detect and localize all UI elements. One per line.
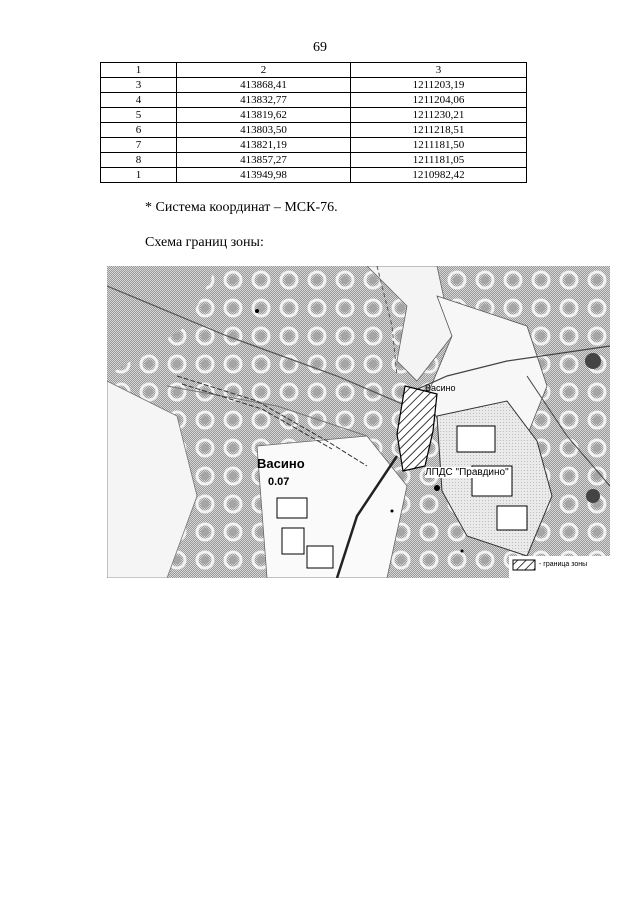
- page-number: 69: [313, 40, 327, 55]
- point-marker: [434, 485, 440, 491]
- table-cell: 1211218,51: [351, 123, 527, 138]
- map-label-vasino-large: Васино: [257, 456, 305, 471]
- table-cell: 1211204,06: [351, 93, 527, 108]
- table-cell: 1211203,19: [351, 78, 527, 93]
- table-row: [101, 78, 527, 93]
- table-cell: 1210982,42: [351, 168, 527, 183]
- map-graphic: [107, 266, 610, 578]
- table-cell: 8: [101, 153, 177, 168]
- legend-label: - граница зоны: [539, 561, 588, 568]
- table-cell: 413819,62: [177, 108, 351, 123]
- table-header-cell: 1: [101, 63, 177, 78]
- building: [457, 426, 495, 452]
- point-marker: [461, 550, 464, 553]
- table-cell: 413832,77: [177, 93, 351, 108]
- tower-mark: [585, 353, 601, 369]
- table-row: [101, 93, 527, 108]
- table-cell: 7: [101, 138, 177, 153]
- table-cell: 5: [101, 108, 177, 123]
- table-cell: 413803,50: [177, 123, 351, 138]
- scheme-caption: Схема границ зоны:: [145, 235, 264, 250]
- building: [277, 498, 307, 518]
- coordinate-system-note: * Система координат – МСК-76.: [145, 200, 338, 215]
- table-cell: 1211181,05: [351, 153, 527, 168]
- table-header-cell: 2: [177, 63, 351, 78]
- table-cell: 413868,41: [177, 78, 351, 93]
- zone-boundary-map: [107, 266, 610, 578]
- table-row: [101, 168, 527, 183]
- point-marker: [391, 510, 394, 513]
- table-cell: 413821,19: [177, 138, 351, 153]
- table-cell: 1211230,21: [351, 108, 527, 123]
- table-header-cell: 3: [351, 63, 527, 78]
- map-label-elevation: 0.07: [268, 476, 290, 488]
- coordinates-table: [100, 62, 527, 183]
- table-cell: 413949,98: [177, 168, 351, 183]
- map-label-lpds: ЛПДС "Правдино": [425, 467, 509, 478]
- table-cell: 413857,27: [177, 153, 351, 168]
- table-header-row: [101, 63, 527, 78]
- building: [497, 506, 527, 530]
- table-cell: 3: [101, 78, 177, 93]
- map-label-vasino-small: Васино: [425, 383, 456, 393]
- building: [282, 528, 304, 554]
- building: [307, 546, 333, 568]
- tower-mark: [586, 489, 600, 503]
- table-row: [101, 108, 527, 123]
- table-row: [101, 123, 527, 138]
- table-cell: 6: [101, 123, 177, 138]
- table-row: [101, 138, 527, 153]
- table-row: [101, 153, 527, 168]
- table-cell: 1: [101, 168, 177, 183]
- table-cell: 1211181,50: [351, 138, 527, 153]
- point-marker: [255, 309, 259, 313]
- legend-swatch: [513, 560, 535, 570]
- table-cell: 4: [101, 93, 177, 108]
